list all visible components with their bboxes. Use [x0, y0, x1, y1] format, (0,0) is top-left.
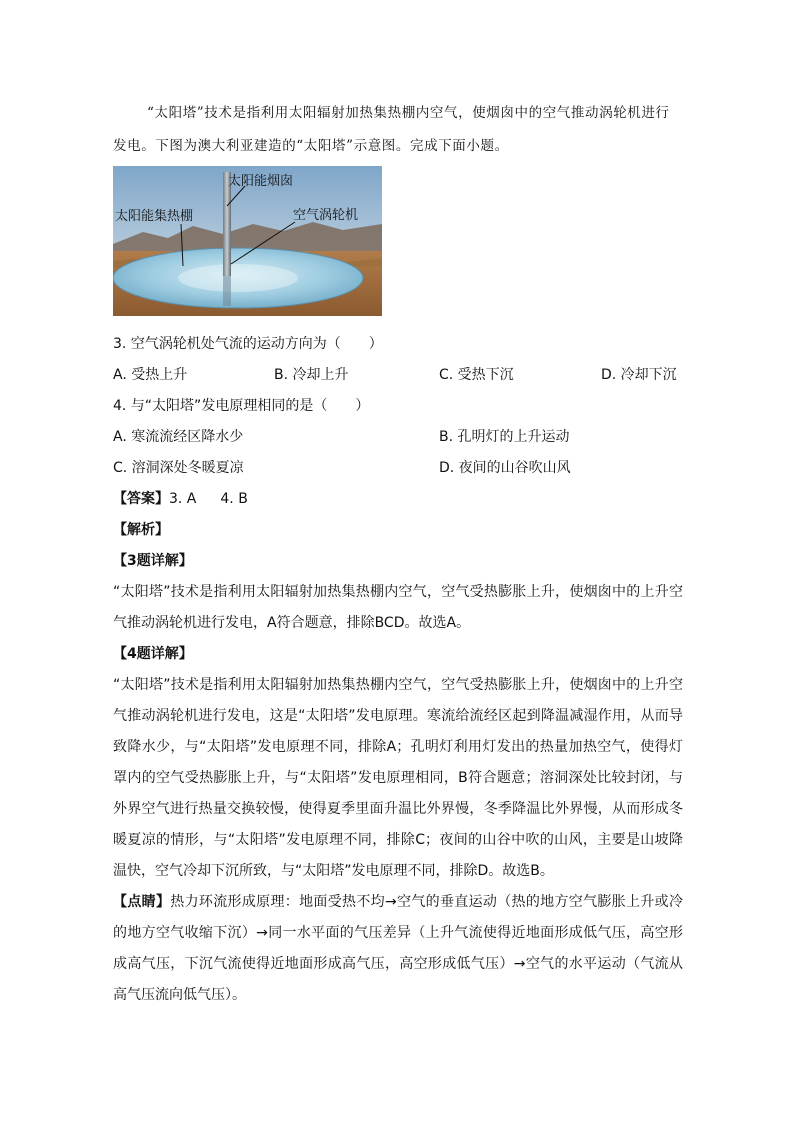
- tip-paragraph: [113, 887, 683, 1011]
- question-3-option-b: B. 冷却上升: [274, 367, 349, 383]
- question-4-option-d: D. 夜间的山谷吹山风: [439, 460, 571, 476]
- answer-label: 【答案】: [113, 491, 169, 507]
- question-4-option-c: C. 溶洞深处冬暖夏凉: [113, 460, 244, 476]
- detail-4-paragraph: “太阳塔”技术是指利用太阳辐射加热集热棚内空气，空气受热膨胀上升，使烟囱中的上升空气推动涡轮机进行发电，这是“太阳塔”发电原理。寒流给流经区起到降温减湿作用，从而导致降水少，与“太阳塔”发电原理不同，排除A；孔明灯利用灯发出的热量加热空气，使得灯罩内的空气受热膨胀上升，与“太阳塔”发电原理相同，B符合题意；溶洞深处比较封闭，与外界空气进行热量交换较慢，使得夏季里面升温比外界慢，冬季降温比外界慢，从而形成冬暖夏凉的情形，与“太阳塔”发电原理不同，排除C；夜间的山谷中吹的山风，主要是山坡降温快，空气冷却下沉所致，与“太阳塔”发电原理不同，排除D。故选B。: [113, 677, 683, 879]
- detail-3-title: 【3题详解】: [113, 553, 193, 569]
- question-4-option-a: A. 寒流流经区降水少: [113, 429, 244, 445]
- question-4-option-b: B. 孔明灯的上升运动: [439, 429, 570, 445]
- tip-text: 热力环流形成原理：地面受热不均→空气的垂直运动（热的地方空气膨胀上升或冷的地方空气收缩下沉）→同一水平面的气压差异（上升气流使得近地面形成低气压，高空形成高气压，下沉气流使得近地面形成高气压，高空形成低气压）→空气的水平运动（气流从高气压流向低气压）。: [113, 894, 684, 1003]
- tip-label: 【点睛】: [113, 894, 171, 910]
- solar-tower-figure: [113, 166, 382, 316]
- intro-paragraph: [113, 97, 683, 163]
- question-3-option-d: D. 冷却下沉: [601, 367, 677, 383]
- question-4-stem: 4. 与“太阳塔”发电原理相同的是（ ）: [113, 398, 370, 414]
- analysis-label: 【解析】: [113, 522, 169, 538]
- question-3-option-c: C. 受热下沉: [439, 367, 514, 383]
- label-air-turbine: 空气涡轮机: [293, 208, 359, 223]
- intro-line-2: 发电。下图为澳大利亚建造的“太阳塔”示意图。完成下面小题。: [113, 138, 509, 154]
- detail-3-text: [113, 577, 683, 639]
- tip-block: [113, 887, 683, 1011]
- question-3-option-a: A. 受热上升: [113, 367, 188, 383]
- answer-value-3: 3. A: [169, 491, 197, 507]
- detail-3-paragraph: “太阳塔”技术是指利用太阳辐射加热集热棚内空气，空气受热膨胀上升，使烟囱中的上升空气推动涡轮机进行发电，A符合题意，排除BCD。故选A。: [113, 584, 683, 631]
- label-solar-chimney: 太阳能烟囱: [228, 174, 294, 189]
- answer-line: [113, 488, 248, 508]
- question-3-stem: 3. 空气涡轮机处气流的运动方向为（ ）: [113, 336, 383, 352]
- answer-value-4: 4. B: [220, 491, 248, 507]
- detail-4-text: [113, 670, 683, 887]
- intro-line-1: “太阳塔”技术是指利用太阳辐射加热集热棚内空气，使烟囱中的空气推动涡轮机进行: [147, 105, 670, 121]
- solar-tower-illustration: [113, 166, 382, 316]
- detail-4-title: 【4题详解】: [113, 646, 193, 662]
- label-solar-collector: 太阳能集热棚: [115, 209, 194, 224]
